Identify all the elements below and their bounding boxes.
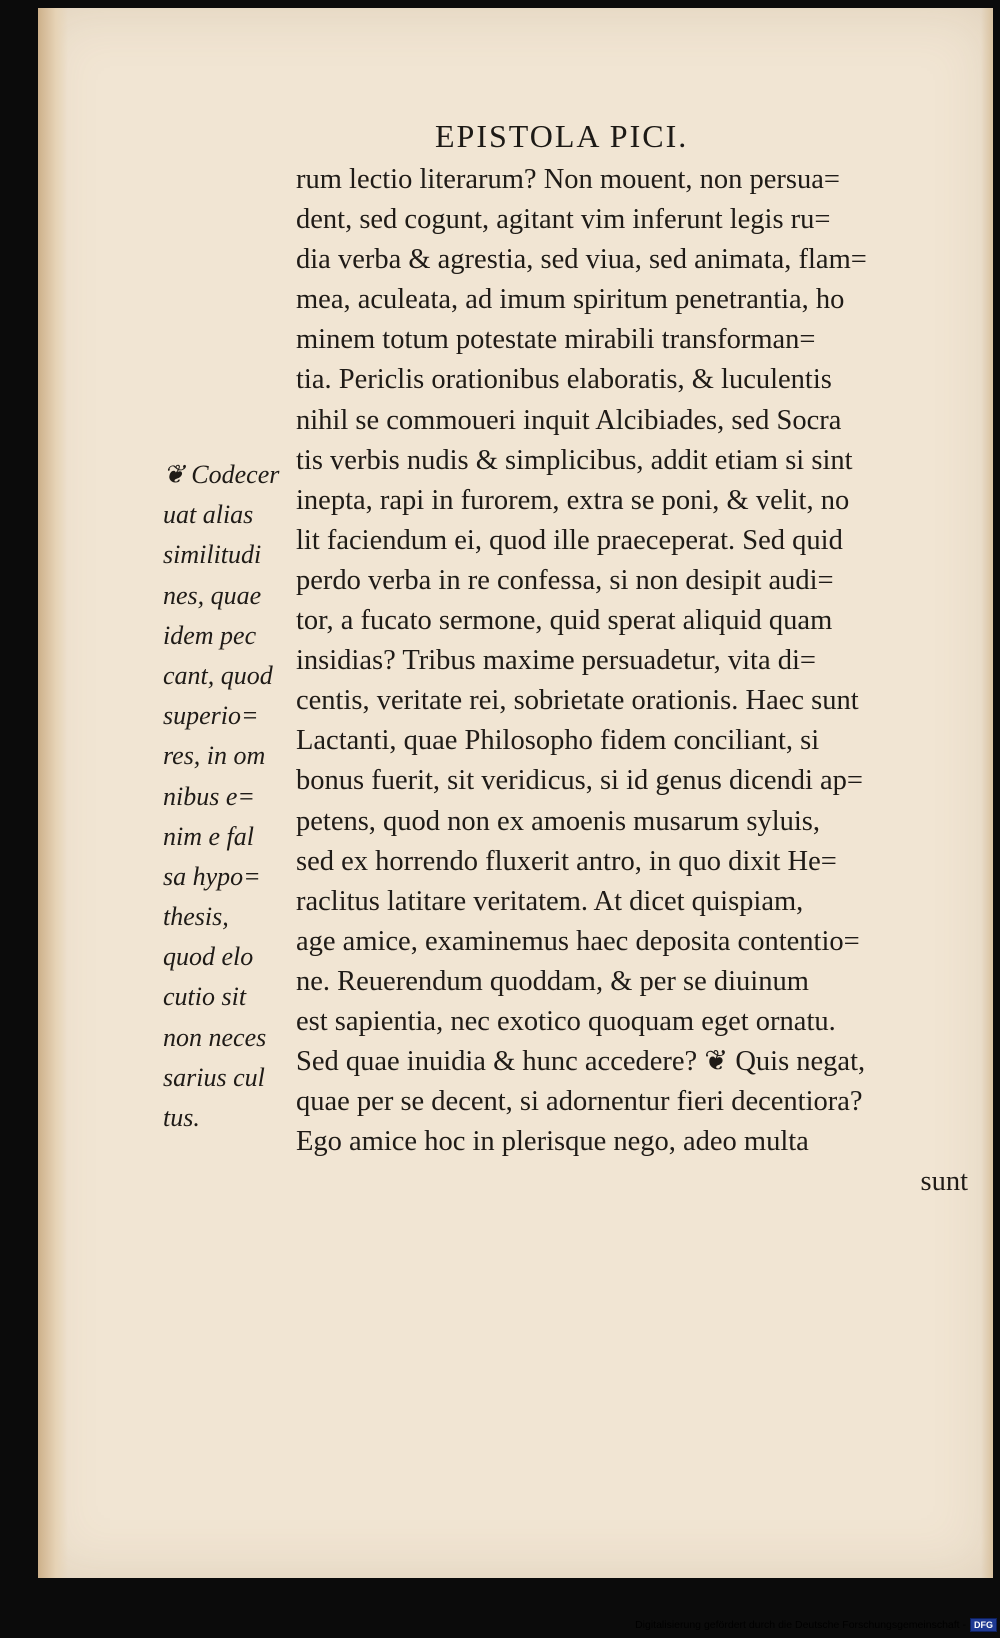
marginal-note-line: ❦ Codecer (163, 460, 280, 489)
digitization-credit-bar (575, 1617, 997, 1633)
text-line: Ego amice hoc in plerisque nego, adeo multa (296, 1126, 809, 1158)
running-head: EPISTOLA PICI. (435, 118, 689, 154)
text-line: raclitus latitare veritatem. At dicet quispiam, (296, 885, 804, 917)
page-right-edge (981, 8, 993, 1578)
text-line: tor, a fucato sermone, quid sperat aliquid quam (296, 605, 833, 637)
text-line: insidias? Tribus maxime persuadetur, vita di= (296, 645, 816, 677)
text-line: petens, quod non ex amoenis musarum syluis, (296, 805, 821, 837)
digitization-credit-text: Digitalisierung gefördert durch die Deutsche Forschungsgemeinschaft - (635, 1619, 966, 1631)
text-line: Sed quae inuidia & hunc accedere? ❦ Quis negat, (296, 1046, 866, 1078)
text-line: sed ex horrendo fluxerit antro, in quo dixit He= (296, 845, 837, 877)
main-text-block (296, 160, 976, 1202)
text-line: est sapientia, nec exotico quoquam eget ornatu. (296, 1005, 836, 1037)
marginal-note-line: nes, quae (163, 580, 262, 610)
page-gutter-shadow (38, 8, 68, 1578)
text-line: minem totum potestate mirabili transforman= (296, 324, 816, 356)
marginal-note-line: tus. (163, 1103, 200, 1132)
marginal-note-line: nibus e= (163, 781, 255, 811)
dfg-logo: DFG (970, 1618, 997, 1632)
marginal-note-line: res, in om (163, 741, 266, 771)
marginal-note-line: cutio sit (163, 982, 247, 1012)
text-line: dia verba & agrestia, sed viua, sed animata, flam= (296, 244, 867, 276)
marginal-note-line: idem pec (163, 620, 257, 650)
text-line: ne. Reuerendum quoddam, & per se diuinum (296, 965, 809, 997)
text-line: age amice, examinemus haec deposita contentio= (296, 925, 860, 957)
text-line: mea, aculeata, ad imum spiritum penetrantia, ho (296, 284, 845, 316)
text-line: quae per se decent, si adornentur fieri decentiora? (296, 1086, 863, 1118)
text-line: rum lectio literarum? Non mouent, non persua= (296, 164, 840, 195)
text-line: dent, sed cogunt, agitant vim inferunt legis ru= (296, 204, 831, 236)
text-line: bonus fuerit, sit veridicus, si id genus dicendi ap= (296, 765, 863, 797)
text-line: centis, veritate rei, sobrietate orationis. Haec sunt (296, 685, 859, 717)
marginal-note-line: quod elo (163, 942, 254, 972)
marginal-note (163, 455, 293, 1138)
text-line: Lactanti, quae Philosopho fidem conciliant, si (296, 725, 820, 757)
marginal-note-line: similitudi (163, 540, 262, 570)
marginal-note-line: non neces (163, 1022, 267, 1052)
catchword: sunt (920, 1166, 968, 1198)
text-line: nihil se commoueri inquit Alcibiades, sed Socra (296, 404, 842, 436)
text-line: lit faciendum ei, quod ille praeceperat. Sed quid (296, 524, 843, 556)
marginal-note-line: uat alias (163, 500, 254, 530)
marginal-note-line: cant, quod (163, 660, 273, 690)
text-line: tia. Periclis orationibus elaboratis, & luculentis (296, 364, 832, 396)
marginal-note-line: thesis, (163, 902, 229, 932)
text-line: tis verbis nudis & simplicibus, addit etiam si sint (296, 444, 853, 476)
marginal-note-line: sa hypo= (163, 861, 261, 891)
marginal-note-line: superio= (163, 701, 259, 731)
marginal-note-line: nim e fal (163, 821, 254, 851)
text-line: inepta, rapi in furorem, extra se poni, & velit, no (296, 484, 850, 516)
text-line: perdo verba in re confessa, si non desipit audi= (296, 564, 834, 596)
marginal-note-line: sarius cul (163, 1062, 265, 1092)
